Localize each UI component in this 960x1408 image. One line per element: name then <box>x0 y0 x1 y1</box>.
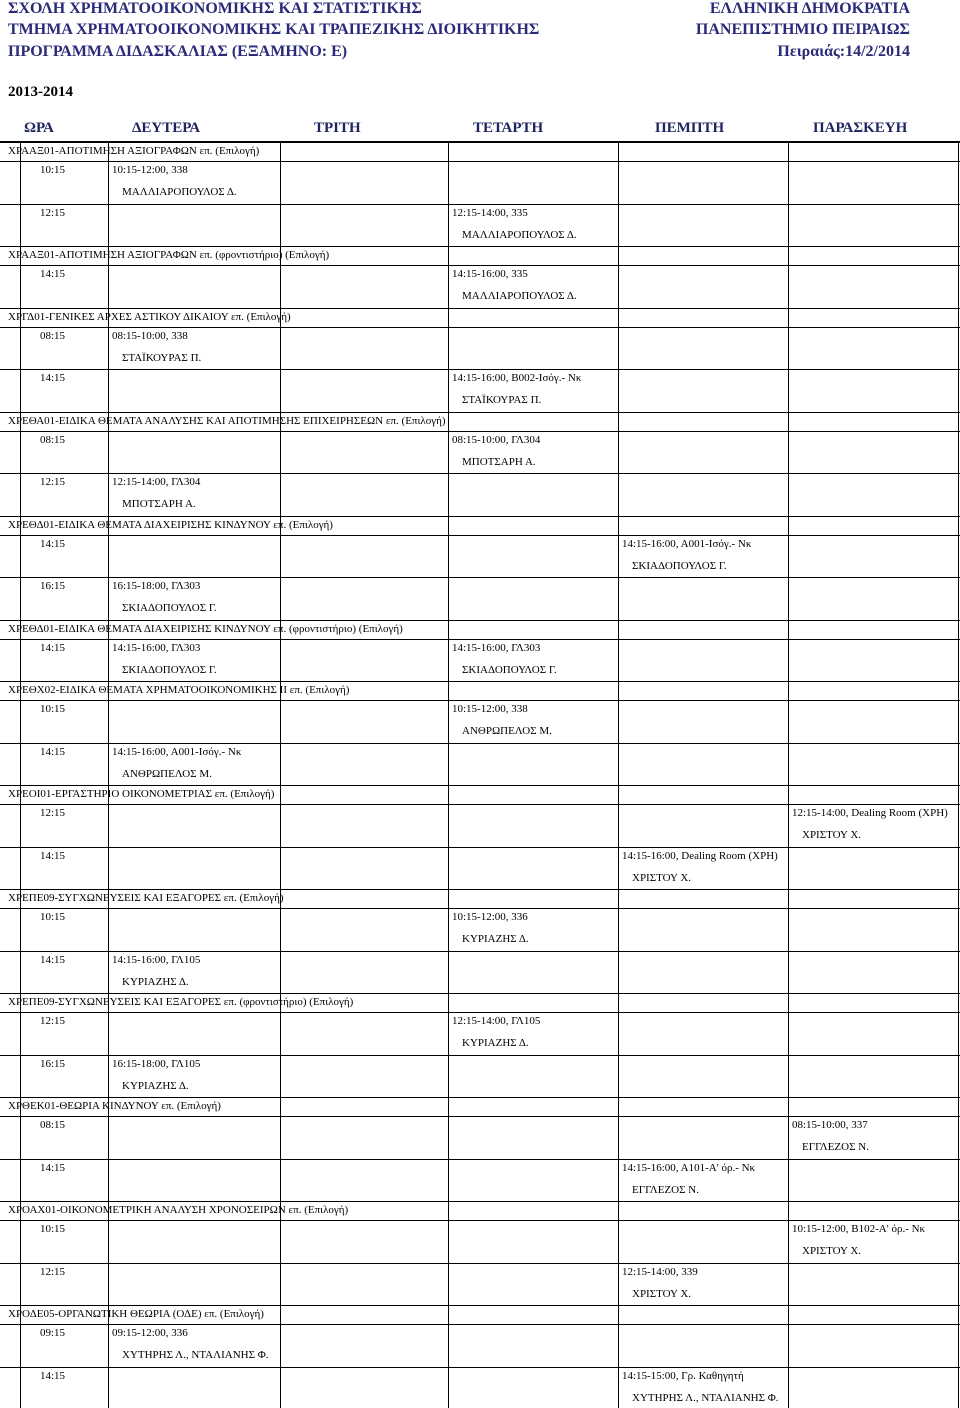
session-time-room: 09:15-12:00, 336 <box>112 1327 188 1339</box>
session-time-room: 14:15-16:00, ΓΛ105 <box>112 953 201 966</box>
row-divider <box>0 700 960 701</box>
session-instructor: ΣΚΙΑΔΟΠΟΥΛΟΣ Γ. <box>632 559 727 572</box>
session-instructor: ΧΥΤΗΡΗΣ Λ., ΝΤΑΛΙΑΝΗΣ Φ. <box>632 1391 779 1404</box>
time-cell: 14:15 <box>40 537 66 550</box>
time-cell: 12:15 <box>40 807 66 819</box>
col-header-thursday: ΠΕΜΠΤΗ <box>655 120 725 136</box>
course-divider <box>0 412 960 413</box>
row-divider <box>0 369 960 370</box>
course-title: ΧΡΕΘΧ02-ΕΙΔΙΚΑ ΘΕΜΑΤΑ ΧΡΗΜΑΤΟΟΙΚΟΝΟΜΙΚΗΣ ΙΙ επ. (Επιλογή) <box>8 684 350 696</box>
row-divider <box>0 1116 960 1117</box>
row-divider <box>0 161 960 162</box>
row-divider <box>0 1012 960 1013</box>
row-divider <box>0 1220 960 1221</box>
row-divider <box>0 804 960 805</box>
header-line-3 <box>8 43 952 61</box>
session-time-room: 14:15-16:00, ΓΛ303 <box>452 641 541 654</box>
session-instructor: ΚΥΡΙΑΖΗΣ Δ. <box>462 933 529 945</box>
course-title: ΧΡΑΑΞ01-ΑΠΟΤΙΜΗΣΗ ΑΞΙΟΓΡΑΦΩΝ επ. (φροντιστήριο) (Επιλογή) <box>8 249 330 261</box>
session-time-room: 14:15-16:00, 335 <box>452 268 528 280</box>
republic-label: ΕΛΛΗΝΙΚΗ ΔΗΜΟΚΡΑΤΙΑ <box>709 0 910 17</box>
course-title: ΧΡΑΑΞ01-ΑΠΟΤΙΜΗΣΗ ΑΞΙΟΓΡΑΦΩΝ επ. (Επιλογή) <box>8 145 260 157</box>
course-divider <box>0 681 960 682</box>
time-cell: 12:15 <box>40 206 66 219</box>
course-divider <box>0 516 960 517</box>
session-time-room: 08:15-10:00, ΓΛ304 <box>452 433 541 446</box>
session-time-room: 12:15-14:00, ΓΛ105 <box>452 1015 541 1027</box>
header-line-2 <box>8 21 952 39</box>
col-header-tuesday: ΤΡΙΤΗ <box>314 120 361 136</box>
time-cell: 08:15 <box>40 433 66 446</box>
course-divider <box>0 308 960 309</box>
row-divider <box>0 639 960 640</box>
session-instructor: ΚΥΡΙΑΖΗΣ Δ. <box>462 1037 529 1049</box>
session-instructor: ΕΓΓΛΕΖΟΣ Ν. <box>632 1183 699 1196</box>
row-divider <box>0 1055 960 1056</box>
time-cell: 12:15 <box>40 1265 66 1278</box>
row-divider <box>0 743 960 744</box>
session-instructor: ΣΚΙΑΔΟΠΟΥΛΟΣ Γ. <box>462 663 557 676</box>
row-divider <box>0 327 960 328</box>
course-divider <box>0 889 960 890</box>
program-title: ΠΡΟΓΡΑΜΜΑ ΔΙΔΑΣΚΑΛΙΑΣ (ΕΞΑΜΗΝΟ: Ε) <box>8 43 348 60</box>
row-divider <box>0 431 960 432</box>
session-instructor: ΜΠΟΤΣΑΡΗ Α. <box>122 498 196 510</box>
session-time-room: 14:15-16:00, Α101-Α' όρ.- Νκ <box>622 1161 756 1174</box>
time-cell: 10:15 <box>40 164 66 176</box>
session-time-room: 10:15-12:00, 338 <box>112 164 188 176</box>
session-time-room: 14:15-16:00, Α001-Ισόγ.- Νκ <box>622 537 752 550</box>
col-header-monday: ΔΕΥΤΕΡΑ <box>132 120 201 136</box>
session-instructor: ΣΚΙΑΔΟΠΟΥΛΟΣ Γ. <box>122 602 217 614</box>
column-divider <box>108 141 109 1408</box>
course-title: ΧΡΕΘΔ01-ΕΙΔΙΚΑ ΘΕΜΑΤΑ ΔΙΑΧΕΙΡΙΣΗΣ ΚΙΝΔΥΝΟΥ επ. (φροντιστήριο) (Επιλογή) <box>8 622 403 635</box>
course-title: ΧΡΕΠΕ09-ΣΥΓΧΩΝΕΥΣΕΙΣ ΚΑΙ ΕΞΑΓΟΡΕΣ επ. (φροντιστήριο) (Επιλογή) <box>8 996 354 1008</box>
row-divider <box>0 908 960 909</box>
session-instructor: ΕΓΓΛΕΖΟΣ Ν. <box>802 1141 869 1153</box>
column-divider <box>958 141 959 1408</box>
session-time-room: 12:15-14:00, 339 <box>622 1265 698 1278</box>
session-instructor: ΜΑΛΛΙΑΡΟΠΟΥΛΟΣ Δ. <box>462 228 577 241</box>
col-header-wednesday: ΤΕΤΑΡΤΗ <box>473 120 544 136</box>
course-divider <box>0 620 960 621</box>
session-instructor: ΧΡΙΣΤΟΥ Χ. <box>802 829 862 841</box>
course-title: ΧΡΕΘΔ01-ΕΙΔΙΚΑ ΘΕΜΑΤΑ ΔΙΑΧΕΙΡΙΣΗΣ ΚΙΝΔΥΝΟΥ επ. (Επιλογή) <box>8 518 333 531</box>
course-title: ΧΡΟΔΕ05-ΟΡΓΑΝΩΤΙΚΗ ΘΕΩΡΙΑ (ΟΔΕ) επ. (Επιλογή) <box>8 1308 264 1320</box>
course-divider <box>0 785 960 786</box>
course-title: ΧΡΘΕΚ01-ΘΕΩΡΙΑ ΚΙΝΔΥΝΟΥ επ. (Επιλογή) <box>8 1100 221 1112</box>
course-title: ΧΡΕΟΙ01-ΕΡΓΑΣΤΗΡΙΟ ΟΙΚΟΝΟΜΕΤΡΙΑΣ επ. (Επιλογή) <box>8 788 275 800</box>
session-time-room: 16:15-18:00, ΓΛ105 <box>112 1057 201 1070</box>
session-time-room: 14:15-16:00, Α001-Ισόγ.- Νκ <box>112 745 242 758</box>
day-header-row <box>0 120 960 140</box>
row-divider <box>0 1367 960 1368</box>
session-time-room: 12:15-14:00, 335 <box>452 206 528 219</box>
session-instructor: ΚΥΡΙΑΖΗΣ Δ. <box>122 1079 189 1092</box>
time-cell: 16:15 <box>40 580 66 592</box>
course-divider <box>0 246 960 247</box>
session-instructor: ΧΡΙΣΤΟΥ Χ. <box>632 1287 692 1300</box>
course-title: ΧΡΕΠΕ09-ΣΥΓΧΩΝΕΥΣΕΙΣ ΚΑΙ ΕΞΑΓΟΡΕΣ επ. (Επιλογή) <box>8 892 284 904</box>
session-time-room: 08:15-10:00, 337 <box>792 1119 868 1131</box>
session-time-room: 14:15-16:00, ΓΛ303 <box>112 641 201 654</box>
course-divider <box>0 993 960 994</box>
session-instructor: ΣΚΙΑΔΟΠΟΥΛΟΣ Γ. <box>122 663 217 676</box>
session-instructor: ΚΥΡΙΑΖΗΣ Δ. <box>122 975 189 988</box>
time-cell: 08:15 <box>40 1119 66 1131</box>
session-time-room: 10:15-12:00, Β102-Α' όρ.- Νκ <box>792 1223 926 1235</box>
time-cell: 14:15 <box>40 849 66 862</box>
session-time-room: 12:15-14:00, Dealing Room (ΧΡΗ) <box>792 807 948 819</box>
time-cell: 08:15 <box>40 329 66 342</box>
row-divider <box>0 265 960 266</box>
session-instructor: ΣΤΑΪΚΟΥΡΑΣ Π. <box>122 351 202 364</box>
session-time-room: 14:15-16:00, Dealing Room (ΧΡΗ) <box>622 849 778 862</box>
header-line-1 <box>8 0 952 18</box>
school-name: ΣΧΟΛΗ ΧΡΗΜΑΤΟΟΙΚΟΝΟΜΙΚΗΣ ΚΑΙ ΣΤΑΤΙΣΤΙΚΗΣ <box>8 0 422 17</box>
session-instructor: ΑΝΘΡΩΠΕΛΟΣ Μ. <box>462 725 552 737</box>
session-time-room: 08:15-10:00, 338 <box>112 329 188 342</box>
row-divider <box>0 1159 960 1160</box>
course-divider <box>0 1097 960 1098</box>
time-cell: 10:15 <box>40 703 66 715</box>
time-cell: 10:15 <box>40 911 66 923</box>
session-time-room: 14:15-15:00, Γρ. Καθηγητή <box>622 1369 744 1382</box>
session-instructor: ΜΑΛΛΙΑΡΟΠΟΥΛΟΣ Δ. <box>122 186 237 198</box>
time-cell: 14:15 <box>40 953 66 966</box>
time-cell: 16:15 <box>40 1057 66 1070</box>
academic-year: 2013-2014 <box>8 84 73 100</box>
session-instructor: ΑΝΘΡΩΠΕΛΟΣ Μ. <box>122 767 212 780</box>
row-divider <box>0 473 960 474</box>
time-cell: 14:15 <box>40 372 66 384</box>
session-instructor: ΜΑΛΛΙΑΡΟΠΟΥΛΟΣ Δ. <box>462 290 577 302</box>
row-divider <box>0 535 960 536</box>
time-cell: 10:15 <box>40 1223 66 1235</box>
col-header-time: ΩΡΑ <box>24 120 54 136</box>
row-divider <box>0 951 960 952</box>
course-title: ΧΡΓΔ01-ΓΕΝΙΚΕΣ ΑΡΧΕΣ ΑΣΤΙΚΟΥ ΔΙΚΑΙΟΥ επ. (Επιλογή) <box>8 310 291 323</box>
session-time-room: 10:15-12:00, 336 <box>452 911 528 923</box>
column-divider <box>618 141 619 1408</box>
course-divider <box>0 1305 960 1306</box>
document-date: Πειραιάς:14/2/2014 <box>777 43 910 60</box>
row-divider <box>0 847 960 848</box>
col-header-friday: ΠΑΡΑΣΚΕΥΗ <box>813 120 908 136</box>
column-divider <box>20 141 21 1408</box>
session-instructor: ΧΥΤΗΡΗΣ Λ., ΝΤΑΛΙΑΝΗΣ Φ. <box>122 1349 269 1361</box>
session-time-room: 16:15-18:00, ΓΛ303 <box>112 580 201 592</box>
session-time-room: 12:15-14:00, ΓΛ304 <box>112 476 201 488</box>
row-divider <box>0 1263 960 1264</box>
time-cell: 12:15 <box>40 476 66 488</box>
session-instructor: ΧΡΙΣΤΟΥ Χ. <box>632 871 692 884</box>
time-cell: 12:15 <box>40 1015 66 1027</box>
column-divider <box>788 141 789 1408</box>
time-cell: 14:15 <box>40 268 66 280</box>
time-cell: 14:15 <box>40 745 66 758</box>
course-title: ΧΡΕΘΑ01-ΕΙΔΙΚΑ ΘΕΜΑΤΑ ΑΝΑΛΥΣΗΣ ΚΑΙ ΑΠΟΤΙΜΗΣΗΣ ΕΠΙΧΕΙΡΗΣΕΩΝ επ. (Επιλογή) <box>8 414 446 427</box>
column-divider <box>448 141 449 1408</box>
time-cell: 09:15 <box>40 1327 66 1339</box>
row-divider <box>0 1324 960 1325</box>
session-time-room: 14:15-16:00, Β002-Ισόγ.- Νκ <box>452 372 582 384</box>
session-instructor: ΣΤΑΪΚΟΥΡΑΣ Π. <box>462 394 542 406</box>
time-cell: 14:15 <box>40 1369 66 1382</box>
time-cell: 14:15 <box>40 641 66 654</box>
column-divider <box>280 141 281 1408</box>
time-cell: 14:15 <box>40 1161 66 1174</box>
row-divider <box>0 204 960 205</box>
row-divider <box>0 577 960 578</box>
session-time-room: 10:15-12:00, 338 <box>452 703 528 715</box>
university-name: ΠΑΝΕΠΙΣΤΗΜΙΟ ΠΕΙΡΑΙΩΣ <box>695 21 910 38</box>
course-title: ΧΡΟΑΧ01-ΟΙΚΟΝΟΜΕΤΡΙΚΗ ΑΝΑΛΥΣΗ ΧΡΟΝΟΣΕΙΡΩΝ επ. (Επιλογή) <box>8 1204 349 1216</box>
course-divider <box>0 1201 960 1202</box>
session-instructor: ΜΠΟΤΣΑΡΗ Α. <box>462 455 536 468</box>
course-divider <box>0 142 960 143</box>
department-name: ΤΜΗΜΑ ΧΡΗΜΑΤΟΟΙΚΟΝΟΜΙΚΗΣ ΚΑΙ ΤΡΑΠΕΖΙΚΗΣ ΔΙΟΙΚΗΤΙΚΗΣ <box>8 21 540 38</box>
session-instructor: ΧΡΙΣΤΟΥ Χ. <box>802 1245 862 1257</box>
